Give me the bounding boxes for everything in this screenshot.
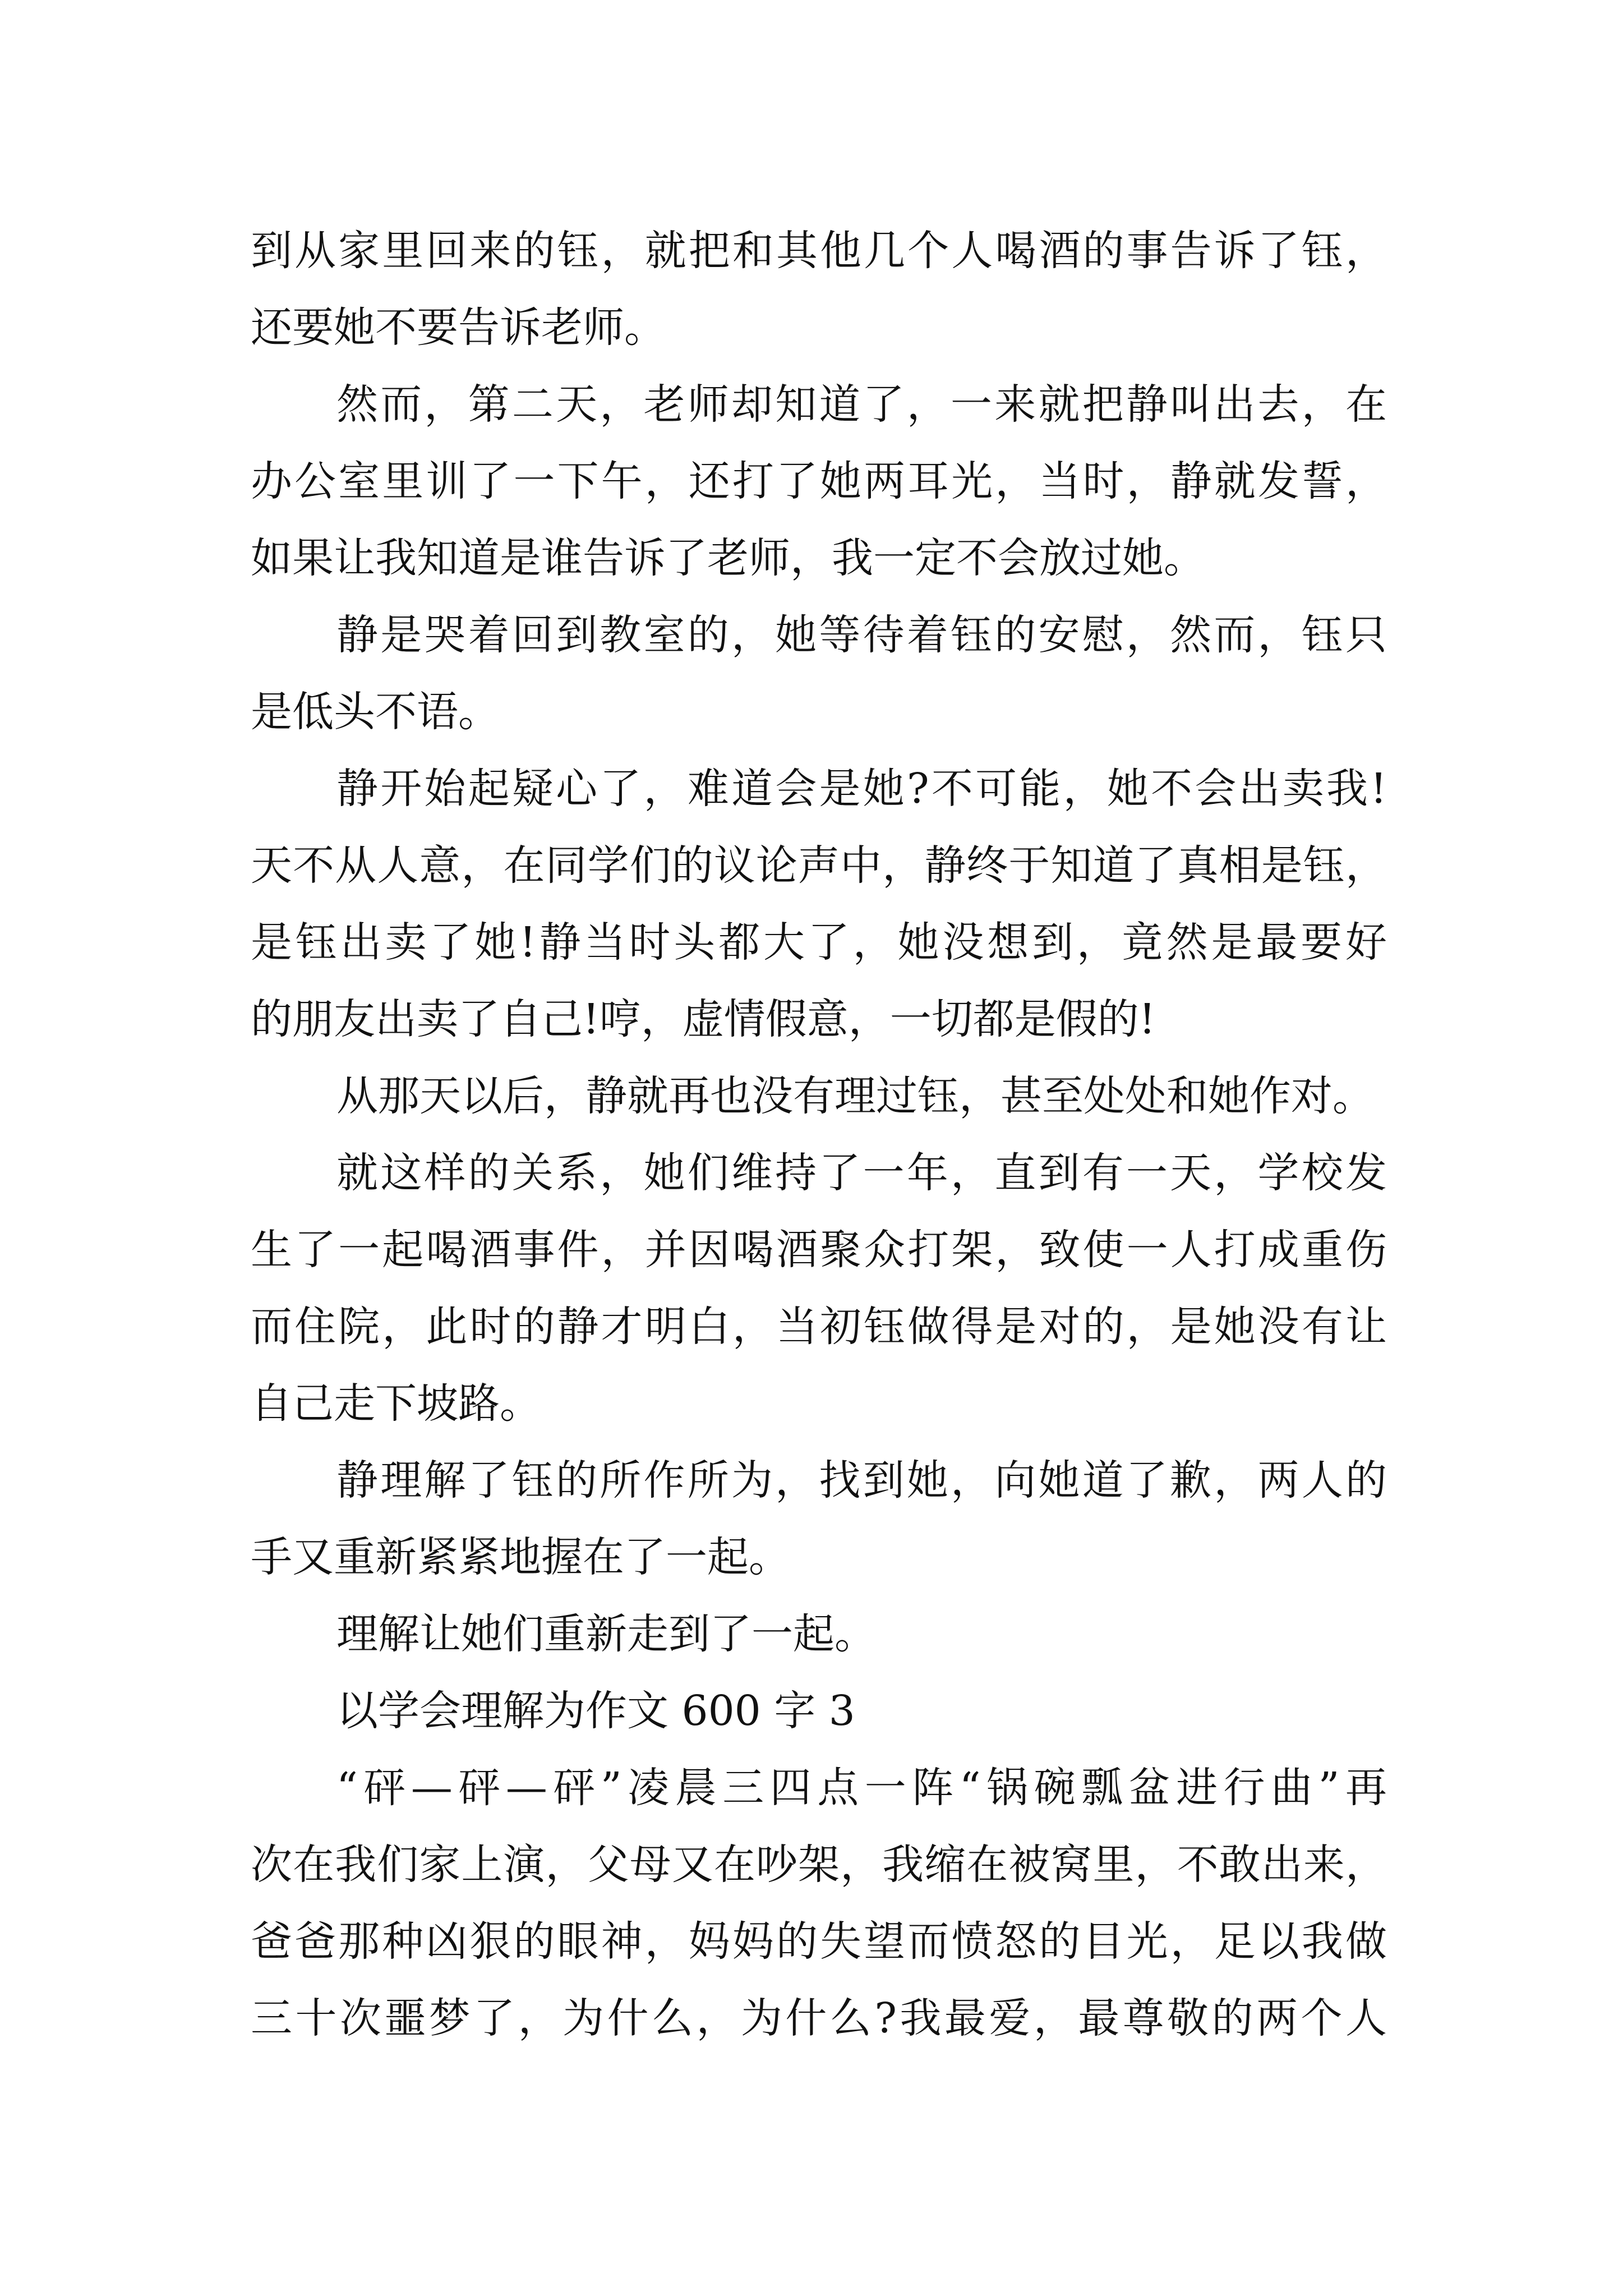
paragraph-line: 静理解了钰的所作所为，找到她，向她道了歉，两人的	[336, 1456, 1387, 1504]
paragraph-line: 是钰出卖了她!静当时头都大了，她没想到，竟然是最要好	[251, 918, 1387, 967]
paragraph-line: 理解让她们重新走到了一起。	[336, 1610, 876, 1658]
paragraph-line: 就这样的关系，她们维持了一年，直到有一天，学校发	[336, 1149, 1387, 1197]
paragraph-line: 次在我们家上演，父母又在吵架，我缩在被窝里，不敢出来，	[251, 1841, 1387, 1889]
paragraph-line: 而住院，此时的静才明白，当初钰做得是对的，是她没有让	[251, 1303, 1387, 1351]
paragraph-line: 静开始起疑心了，难道会是她?不可能，她不会出卖我!	[336, 765, 1387, 813]
paragraph-line: 的朋友出卖了自己!哼，虚情假意，一切都是假的!	[251, 995, 1156, 1043]
paragraph	[251, 597, 1387, 751]
paragraph-line: 爸爸那种凶狠的眼神，妈妈的失望而愤怒的目光，足以我做	[251, 1917, 1387, 1966]
paragraph	[251, 1750, 1387, 2057]
paragraph-line: 如果让我知道是谁告诉了老师，我一定不会放过她。	[251, 534, 1205, 582]
paragraph	[251, 1058, 1387, 1135]
paragraph-line: 手又重新紧紧地握在了一起。	[251, 1533, 790, 1581]
paragraph	[251, 366, 1387, 597]
paragraph-line: 然而，第二天，老师却知道了，一来就把静叫出去，在	[336, 380, 1387, 429]
paragraph-line: “砰—砰—砰”凌晨三四点一阵“锅碗瓢盆进行曲”再	[336, 1764, 1387, 1812]
paragraph-line: 天不从人意，在同学们的议论声中，静终于知道了真相是钰，	[251, 841, 1387, 890]
body-text	[251, 213, 1387, 2057]
paragraph	[251, 751, 1387, 1058]
paragraph-line: 三十次噩梦了，为什么，为什么?我最爱，最尊敬的两个人	[251, 1994, 1387, 2042]
paragraph	[251, 213, 1387, 366]
paragraph	[251, 1596, 1387, 1673]
paragraph-line: 静是哭着回到教室的，她等待着钰的安慰，然而，钰只	[336, 611, 1387, 659]
paragraph-line: 到从家里回来的钰，就把和其他几个人喝酒的事告诉了钰，	[251, 227, 1387, 275]
paragraph-line: 办公室里训了一下午，还打了她两耳光，当时，静就发誓，	[251, 457, 1387, 505]
section-heading	[251, 1673, 1387, 1750]
paragraph	[251, 1135, 1387, 1442]
paragraph	[251, 1442, 1387, 1596]
paragraph-line: 还要她不要告诉老师。	[251, 303, 666, 352]
paragraph-line: 自己走下坡路。	[251, 1379, 541, 1428]
section-heading-line: 以学会理解为作文 600 字 3	[336, 1687, 855, 1735]
paragraph-line: 是低头不语。	[251, 688, 500, 736]
paragraph-line: 从那天以后，静就再也没有理过钰，甚至处处和她作对。	[336, 1072, 1374, 1120]
paragraph-line: 生了一起喝酒事件，并因喝酒聚众打架，致使一人打成重伤	[251, 1226, 1387, 1274]
